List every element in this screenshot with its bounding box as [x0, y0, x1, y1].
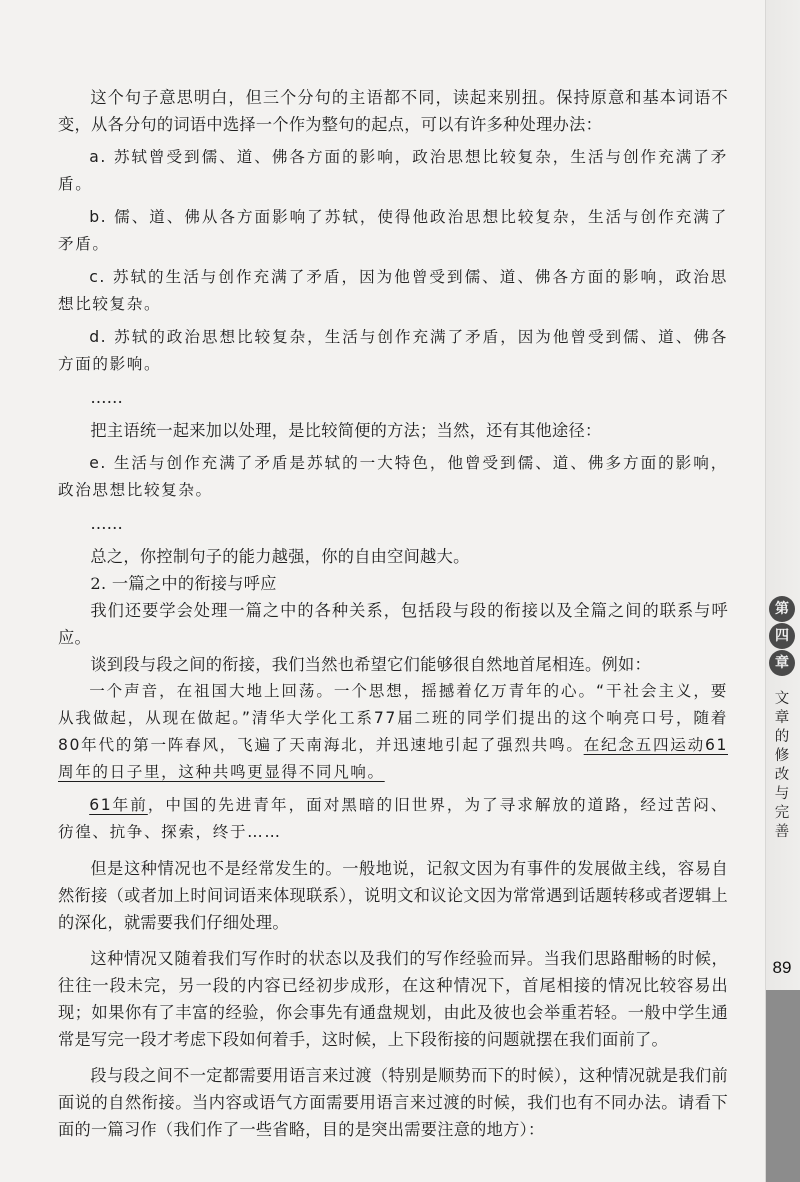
- chapter-badge-char: 章: [769, 650, 795, 676]
- chapter-badge: [766, 596, 798, 677]
- chapter-title-char: 的: [774, 729, 790, 745]
- paragraph-relations: 我们还要学会处理一篇之中的各种关系，包括段与段的衔接以及全篇之间的联系与呼应。: [58, 601, 728, 647]
- paragraph-unify-subject: 把主语统一起来加以处理，是比较简便的方法；当然，还有其他途径：: [90, 421, 602, 440]
- page-number: 89: [772, 958, 792, 977]
- example-c: c. 苏轼的生活与创作充满了矛盾，因为他曾受到儒、道、佛各方面的影响，政治思想比较复杂。: [58, 268, 728, 313]
- chapter-title-char: 章: [774, 710, 790, 726]
- example-d: d. 苏轼的政治思想比较复杂，生活与创作充满了矛盾，因为他曾受到儒、道、佛各方面的影响。: [58, 328, 728, 373]
- paragraph-summary: 总之，你控制句子的能力越强，你的自由空间越大。: [90, 547, 470, 566]
- chapter-title-vertical: [770, 690, 794, 842]
- example-a: a. 苏轼曾受到儒、道、佛各方面的影响，政治思想比较复杂，生活与创作充满了矛盾。: [58, 148, 728, 193]
- ellipsis-2: ……: [90, 514, 123, 533]
- ellipsis-1: ……: [90, 388, 123, 407]
- paragraph-transition: 谈到段与段之间的衔接，我们当然也希望它们能够很自然地首尾相连。例如：: [90, 655, 651, 674]
- quote-example-1: [58, 678, 728, 786]
- paragraph-writing-state: 这种情况又随着我们写作时的状态以及我们的写作经验而异。当我们思路酣畅的时候，往往一段未完，另一段的内容已经初步成形，在这种情况下，首尾相接的情况比较容易出现；如果你有了丰富的经验，你会事先有通盘规划，由此及彼也会举重若轻。一般中学生通常是写完一段才考虑下段如何着手，这时候，上下段衔接的问题就摆在我们面前了。: [58, 949, 728, 1049]
- chapter-title-char: 与: [774, 786, 790, 802]
- chapter-title-char: 完: [774, 805, 790, 821]
- chapter-badge-char: 第: [769, 596, 795, 622]
- chapter-title-char: 改: [774, 767, 790, 783]
- quote-example-2: [58, 792, 728, 846]
- quote-1-main: 一个声音，在祖国大地上回荡。一个思想，摇撼着亿万青年的心。“干社会主义，要从我做起，从现在做起。”清华大学化工系77届二班的同学们提出的这个响亮口号，随着80年代的第一阵春风，飞遍了天南海北，并迅速地引起了强烈共鸣。: [58, 682, 728, 754]
- chapter-title-char: 善: [774, 824, 790, 840]
- paragraph-natural-linking: 但是这种情况也不是经常发生的。一般地说，记叙文因为有事件的发展做主线，容易自然衔接（或者加上时间词语来体现联系），说明文和议论文因为常常遇到话题转移或者逻辑上的深化，就需要我们仔细处理。: [58, 859, 728, 932]
- paragraph-intro: 这个句子意思明白，但三个分句的主语都不同，读起来别扭。保持原意和基本词语不变，从各分句的词语中选择一个作为整句的起点，可以有许多种处理办法：: [58, 88, 728, 134]
- example-e: e. 生活与创作充满了矛盾是苏轼的一大特色，他曾受到儒、道、佛多方面的影响，政治思想比较复杂。: [58, 454, 728, 499]
- chapter-title-char: 文: [774, 691, 790, 707]
- chapter-badge-char: 四: [769, 623, 795, 649]
- quote-2-rest: ，中国的先进青年，面对黑暗的旧世界，为了寻求解放的道路，经过苦闷、彷徨、抗争、探索，终于……: [58, 796, 728, 841]
- section-heading: 2. 一篇之中的衔接与呼应: [90, 574, 277, 593]
- paragraph-language-transition: 段与段之间不一定都需要用语言来过渡（特别是顺势而下的时候），这种情况就是我们前面说的自然衔接。当内容或语气方面需要用语言来过渡的时候，我们也有不同办法。请看下面的一篇习作（我们作了一些省略，目的是突出需要注意的地方）：: [58, 1066, 728, 1139]
- quote-2-underlined: 61年前: [89, 796, 148, 814]
- chapter-title-char: 修: [774, 748, 790, 764]
- margin-tab-strip: [765, 0, 800, 1182]
- quote-1-underlined: 在纪念五四运动61周年的日子里，这种共鸣更显得不同凡响。: [58, 736, 728, 781]
- example-b: b. 儒、道、佛从各方面影响了苏轼，使得他政治思想比较复杂，生活与创作充满了矛盾。: [58, 208, 728, 253]
- page-body: [58, 84, 728, 1143]
- page-edge-tab: [766, 990, 800, 1182]
